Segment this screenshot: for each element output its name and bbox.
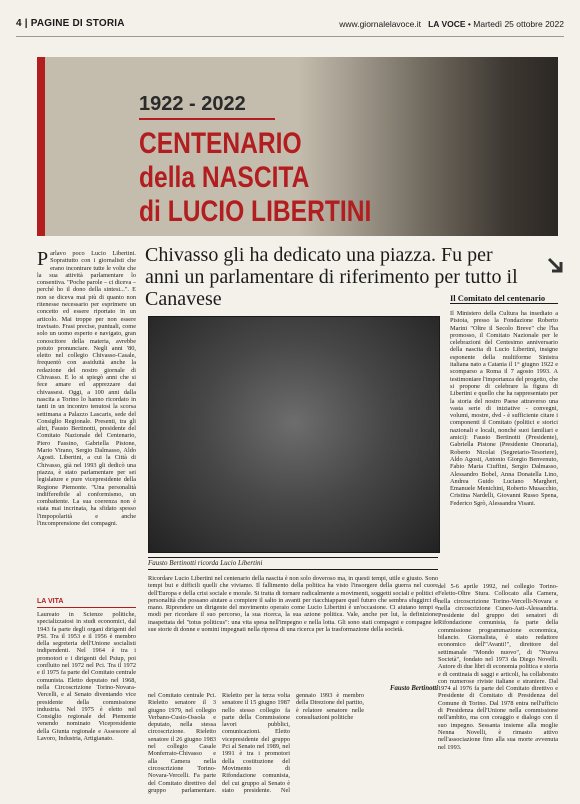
- sidebar-divider: [450, 303, 558, 304]
- la-vita-divider: [37, 607, 136, 608]
- sidebar-continued-text: del 5-6 aprile 1992, nel collegio Torino-Feletto-Oltre Stura. Collocato alla Camera, nella circoscrizione Torino-Vercelli-Novara e nella circoscrizione Cuneo-Asti-Alessandria. Presidente del gruppo dei senatori di Rifondazione comunista, fa parte della commissione programmazione economica, bilancio. Giornalista, è stato redattore economico dell'"Avanti!", direttore del settimanale "Mondo nuovo", di "Nuova Società", fondato nel 1973 da Diego Novelli. Autore di due libri di economia politica e storia e di centinaia di saggi e articoli, ha collaborato con numerose riviste italiane e straniere. Dal 1974 al 1976 fa parte del Comitato direttivo e Presidente di Comitato di Presidenza del Comune di Torino. Dal 1978 entra nell'ufficio di Presidenza dell'Unione nella commissione nell'ambito, ma con coraggio e dialogo con il suo impegno. Sessanta insieme alla moglie Nenna Novelli, è rimasto attivo nell'associazione fino alla sua morte avvenuta nel 1993.: [438, 583, 558, 751]
- sidebar-text: Il Ministero della Cultura ha insediato a Pistoia, presso la Fondazione Roberto Marini "Oltre il Secolo Breve" che l'ha promosso, il Comitato Nazionale per le celebrazioni del Centesimo anniversario della nascita di Lucio Libertini, insigne esponente della multiforme Sinistra italiana nato a Catania il 1° giugno 1922 e scomparso a Roma il 7 agosto 1993. A testimoniare l'importanza del progetto, che si propone di celebrare la figura di Libertini e quello che ha rappresentato per la storia del nostro Paese attraverso una vasta serie di iniziative - convegni, volumi, mostre, dvd - è sufficiente citare i componenti il Comitato (politici e storici nazionali e locali, nonché suoi familiari e amici): Fausto Bertinotti (Presidente), Gabriella Pistone (Presidente Onoraria), Roberto Nicolai (Segretario-Tesoriere), Aldo Agosti, Antonio Giorgio Benvenuto, Fabio Maria Ciuffini, Sergio Dalmasso, Alessandro Bobel, Anna Donatella Lino, Andrea Guido Luciano Margheri, Emanuele Menichini, Roberto Musacchio, Cristina Nardelli, Giovanni Russo Spena, Federico Sgrò, Alessandra Visani.: [450, 310, 558, 507]
- banner-years: 1922 - 2022: [139, 93, 246, 115]
- issue-date: Martedì 25 ottobre 2022: [473, 19, 564, 29]
- signature: Fausto Bertinotti: [390, 685, 439, 692]
- la-vita-text: Laureato in Scienze politiche, specializzatosi in studi economici, dal 1943 fa parte degli organi dirigenti del PSI. Tra il 1953 e il 1956 è membro della segreteria dell'Unione socialisti indipendenti. Nel 1964 è tra i promotori e i dirigenti del Psiup, poi confluito nel 1972 nel Pci. Tra il 1972 e il 1975 fa parte del Comitato centrale comunista. Eletto deputato nel 1968, nella Circoscrizione Torino-Novara-Vercelli, e al Senato diventando vice presidente della commissione industria. Nel 1975 è eletto nel Consiglio regionale del Piemonte venendo nominato Vicepresidente della Giunta regionale e Assessore al Lavoro, Industria, Artigianato.: [37, 611, 136, 743]
- biography-columns: nel Comitato centrale Pci. Rieletto senatore il 3 giugno 1979, nel collegio Verbano-Cusio-Ossola e deputato, nella stessa circoscrizione. Rieletto senatore il 26 giugno 1983 nel collegio Casale Monferrato-Chivasso e alla Camera nella circoscrizione Torino-Novara-Vercelli. Fa parte del Comitato direttivo del gruppo parlamentare. Rieletto per la terza volta senatore il 15 giugno 1987 nello stesso collegio fa parte della Commissione lavori pubblici, comunicazioni. Eletto vicepresidente del gruppo Pci al Senato nel 1989, nel 1991 è tra i promotori della costituzione del Movimento di Rifondazione comunista, del cui gruppo al Senato è stato presidente. Nel gennaio 1993 è membro della Direzione del partito, è relatore senatore nelle consultazioni politiche: [148, 692, 364, 794]
- drop-cap: P: [37, 250, 49, 270]
- photo-caption: Fausto Bertinotti ricorda Lucio Libertini: [148, 557, 438, 570]
- page-number: 4: [16, 18, 22, 29]
- publication-name: LA VOCE: [428, 19, 466, 29]
- banner-title-line1: CENTENARIO: [139, 127, 302, 160]
- intro-text: arlavo poco Lucio Libertini. Soprattutto con i giornalisti che erano incontrare tutte le volte che la sua attività parlamentare lo consentiva. "Poche parole – ci diceva – perché ho il dono della sintesi...". E non se diceva mai più di quanto non ritenesse necessario per esprimere un concetto ed essere riportato in un articolo. Mai troppe per non essere travisato. Frasi precise, puntuali, come solo un uomo esperto e navigato, gran conoscitore della materia, avrebbe potuto pronunciare. Negli anni '80, eletto nel collegio Chivasso-Casale, frequentò con assiduità anche la redazione del nostro giornale di Chivasso. E lo si spiegò anni che si fece amare ed apprezzare dai chivassesi. Oggi, a 100 anni dalla nascita a Torino lo hanno ricordato in tanti in un incontro tenutosi la scorsa settimana a Palazzo Lascaris, sede del Consiglio Regionale. Presenti, tra gli altri, Fausto Bertinotti, presidente del Comitato Nazionale del Centenario, Piero Fassino, Gabriella Pistone, Mario Virano, Sergio Dalmasso, Aldo Agosti. Libertini, a cui la Città di Chivasso, già nel 1993 gli dedicò una piazza, è stato parlamentare per sei legislature e pure vicepresidente della Regione Piemonte. "Una personalità indiffereibile al conformismo, un combattente. La sua coerenza non è stata mai incrinata, ha sfidato spesso l'impopolarità e anche l'incomprensione dei compagni.: [37, 250, 136, 527]
- section-name: PAGINE DI STORIA: [30, 18, 125, 29]
- la-vita-heading: LA VITA: [37, 598, 64, 605]
- article-headline: Chivasso gli ha dedicato una piazza. Fu per anni un parlamentare di riferimento per tutto il Canavese: [145, 244, 518, 310]
- arrow-down-right-icon: [547, 257, 565, 275]
- header-info: www.giornalelavoce.it LA VOCE • Martedì 25 ottobre 2022: [339, 19, 564, 29]
- article-photo: [148, 316, 440, 553]
- banner-divider: [139, 118, 275, 120]
- banner-title-line3: di LUCIO LIBERTINI: [139, 195, 372, 228]
- sidebar-title: Il Comitato del centenario: [450, 293, 546, 303]
- article-intro-column: [37, 250, 136, 590]
- website[interactable]: www.giornalelavoce.it: [339, 19, 421, 29]
- banner-title-line2: della NASCITA: [139, 161, 310, 194]
- bertinotti-text: Ricordare Lucio Libertini nel centenario della nascita è non solo doveroso ma, in questi tempi, utile e giusto. Sono tempi bui e difficili quelli che viviamo. Il fallimento della politica ha visto l'insorgere della guerra nel cuore dell'Europa e della crisi sociale e morale. Si tratta di tornare radicalmente a movimenti, soggetti sociali e politici e personalità che possano aiutare a compiere il salto in avanti per riacchiappare quel futuro che sembra sfuggirci di mano. Riprendere un dirigente del movimento operaio come Lucio Libertini è un'occasione. Ci aiutano tempi e modi per ricordare il suo percorso, la sua ricerca, la sua azione politica. Vale, anche per lui, la definizione inaspettata del "totus politicus": una vita spesa nell'impegno e nella lotta. Gli sono stati compagni e compagne le sue storie di donne e uomini impegnati nella ripresa di una ricerca per la trasformazione della società.: [148, 575, 438, 634]
- page-header: [16, 14, 564, 37]
- page-section: 4 | PAGINE DI STORIA: [16, 18, 125, 29]
- banner-red-bar: [37, 57, 45, 236]
- centenary-banner: [37, 57, 558, 236]
